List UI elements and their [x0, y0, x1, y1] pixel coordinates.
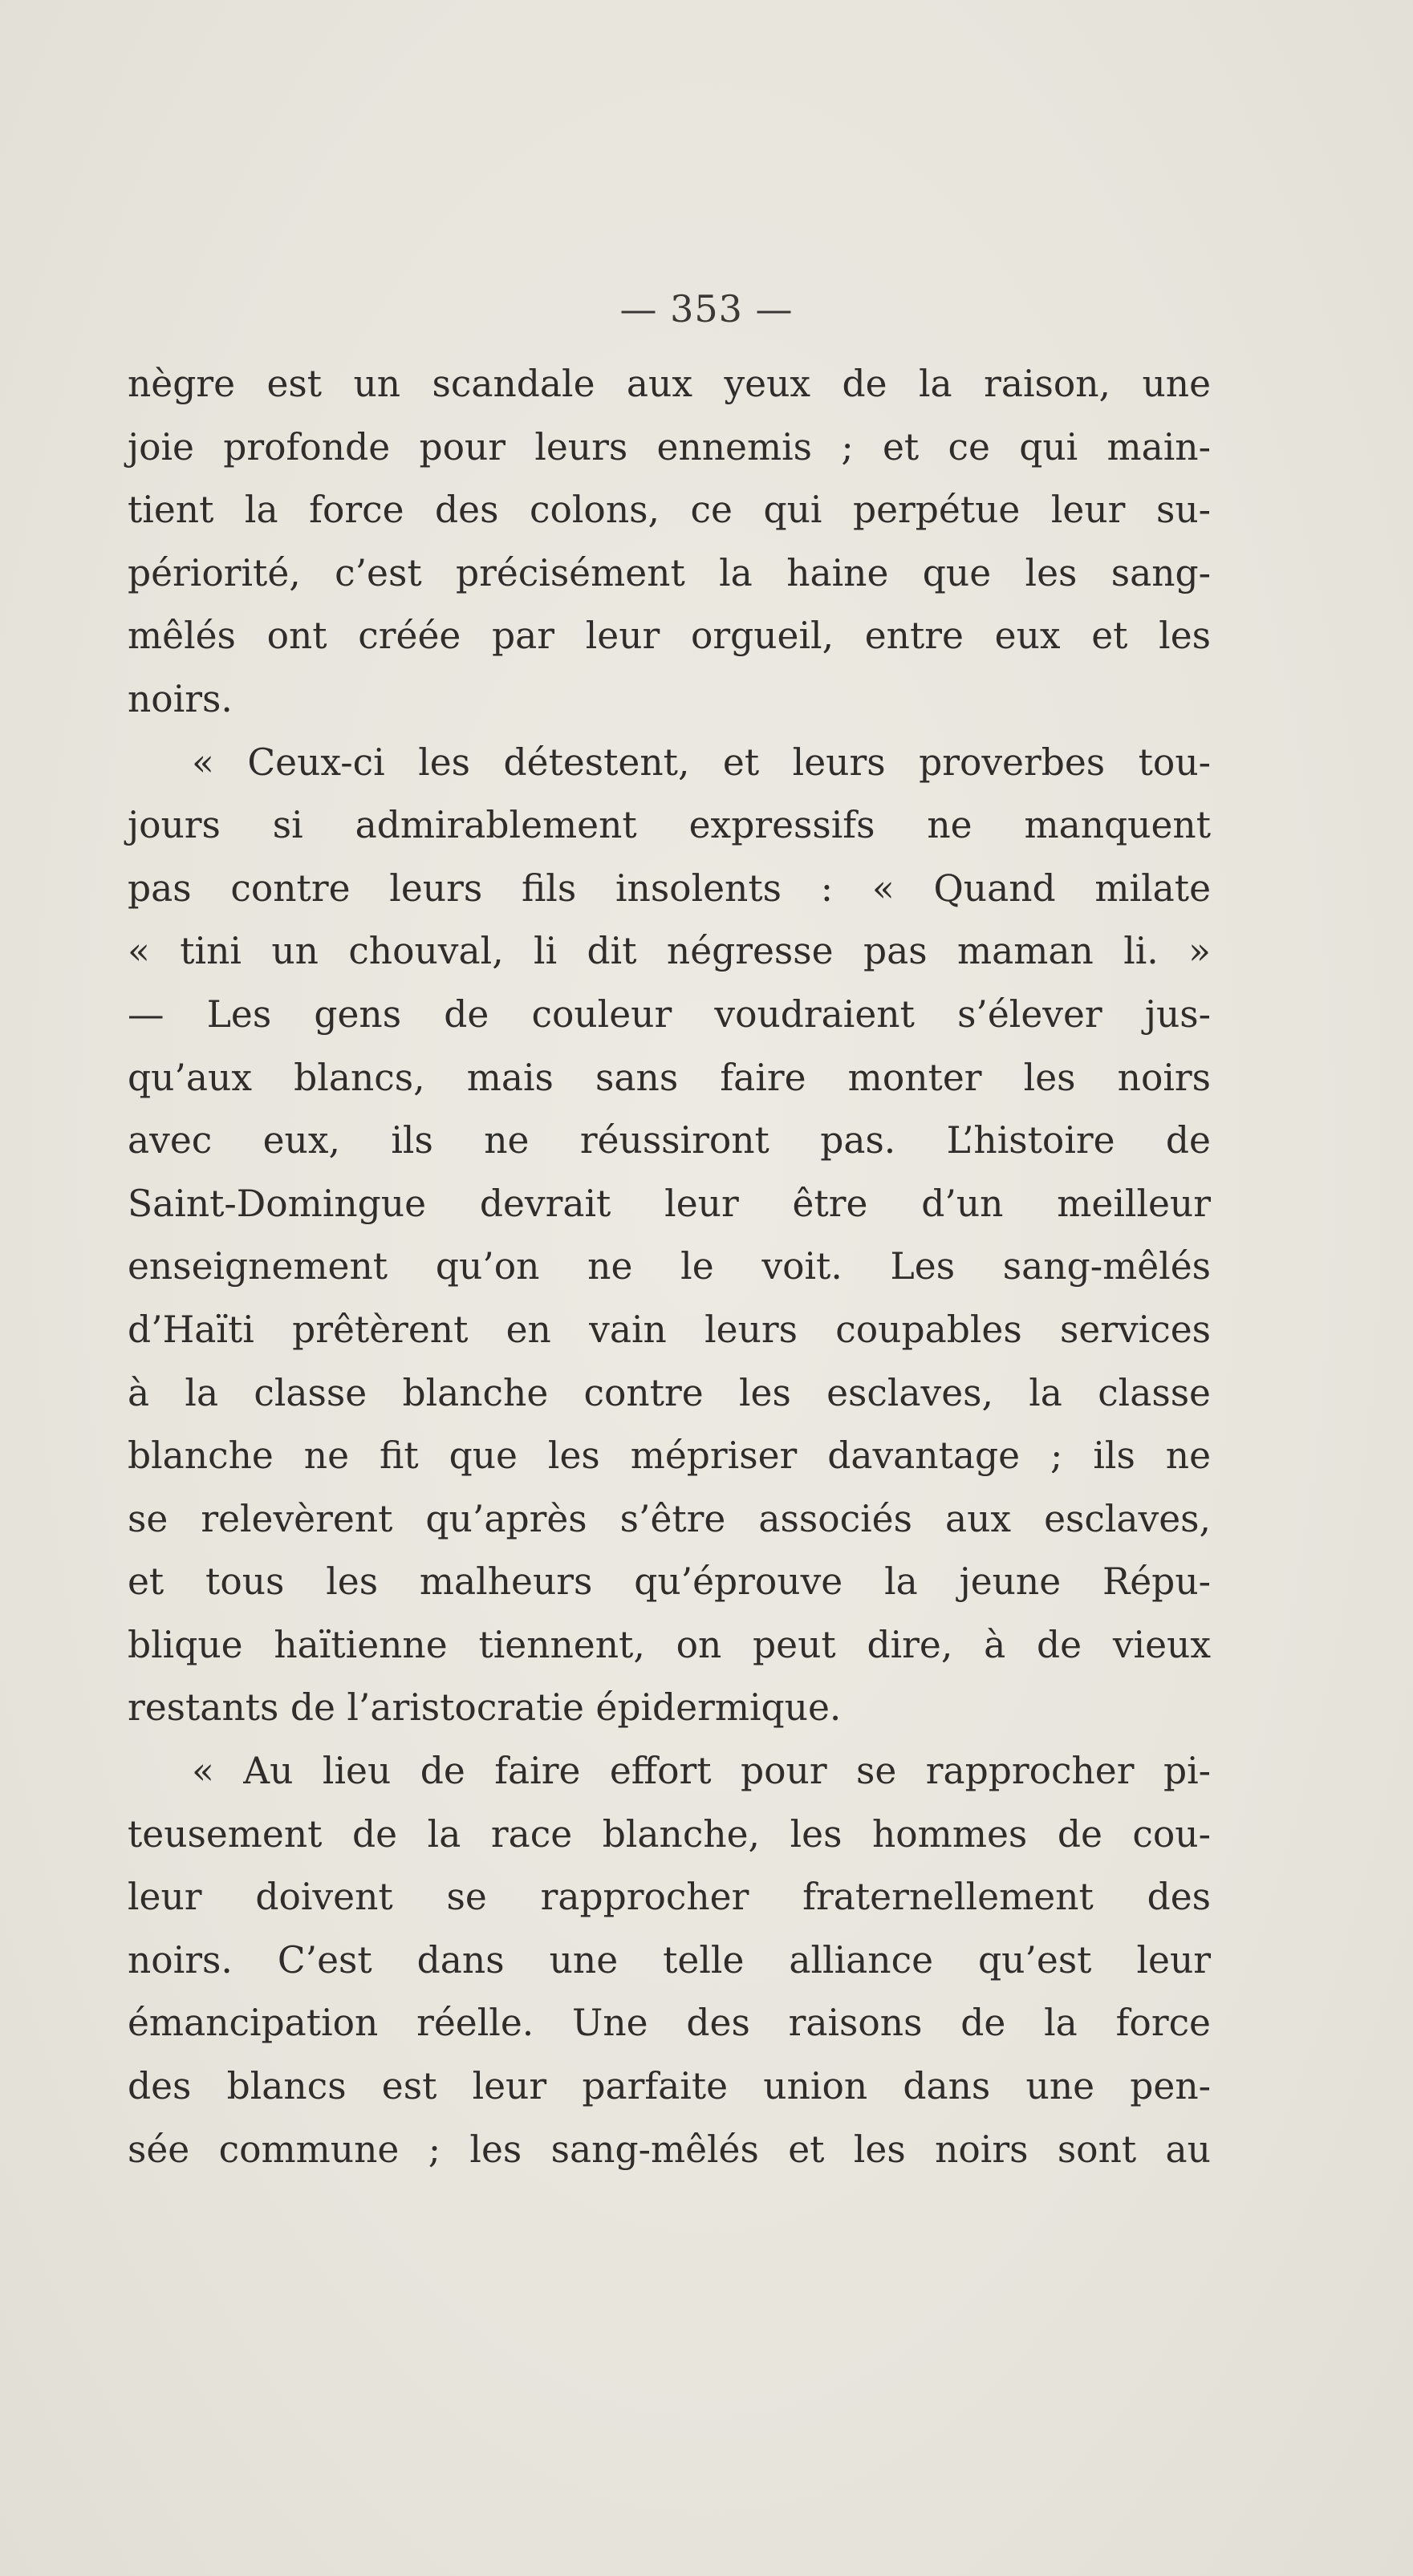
text-line: mêlés ont créée par leur orgueil, entre eux et les [128, 615, 1211, 658]
text-line: « Au lieu de faire effort pour se rapprocher pi- [192, 1750, 1211, 1793]
page-number: — 353 — [619, 287, 794, 331]
text-line: Saint-Domingue devrait leur être d’un meilleur [128, 1182, 1211, 1225]
text-line: « Ceux-ci les détestent, et leurs proverbes tou- [192, 740, 1211, 784]
text-line: restants de l’aristocratie épidermique. [128, 1686, 842, 1730]
body-text [128, 353, 1211, 2181]
text-line: « tini un chouval, li dit négresse pas maman li. » [128, 930, 1211, 973]
text-line: et tous les malheurs qu’éprouve la jeune Répu- [128, 1560, 1211, 1604]
text-line: teusement de la race blanche, les hommes de cou- [128, 1812, 1211, 1856]
text-line: — Les gens de couleur voudraient s’élever jus- [128, 992, 1211, 1036]
text-line: noirs. C’est dans une telle alliance qu’est leur [128, 1938, 1211, 1982]
text-line: noirs. [128, 677, 233, 720]
text-line: jours si admirablement expressifs ne manquent [128, 804, 1211, 847]
text-line: blanche ne fit que les mépriser davantage ; ils ne [128, 1434, 1211, 1478]
text-line: tient la force des colons, ce qui perpétue leur su- [128, 489, 1211, 532]
text-line: à la classe blanche contre les esclaves, la classe [128, 1371, 1211, 1414]
text-line: des blancs est leur parfaite union dans une pen- [128, 2065, 1211, 2108]
text-line: enseignement qu’on ne le voit. Les sang-mêlés [128, 1245, 1211, 1288]
text-line: leur doivent se rapprocher fraternellement des [128, 1876, 1211, 1919]
text-line: joie profonde pour leurs ennemis ; et ce qui main- [128, 425, 1211, 469]
text-line: pas contre leurs fils insolents : « Quand milate [128, 866, 1211, 910]
text-line: émancipation réelle. Une des raisons de la force [128, 2002, 1211, 2045]
text-line: d’Haïti prêtèrent en vain leurs coupables services [128, 1308, 1211, 1351]
text-line: qu’aux blancs, mais sans faire monter les noirs [128, 1056, 1211, 1099]
text-line: avec eux, ils ne réussiront pas. L’histoire de [128, 1119, 1211, 1162]
text-line: se relevèrent qu’après s’être associés aux esclaves, [128, 1497, 1211, 1540]
text-line: nègre est un scandale aux yeux de la raison, une [128, 363, 1211, 405]
text-line: blique haïtienne tiennent, on peut dire, à de vieux [128, 1623, 1211, 1666]
text-line: périorité, c’est précisément la haine que les sang- [128, 551, 1211, 594]
text-line: sée commune ; les sang-mêlés et les noirs sont au [128, 2128, 1211, 2171]
